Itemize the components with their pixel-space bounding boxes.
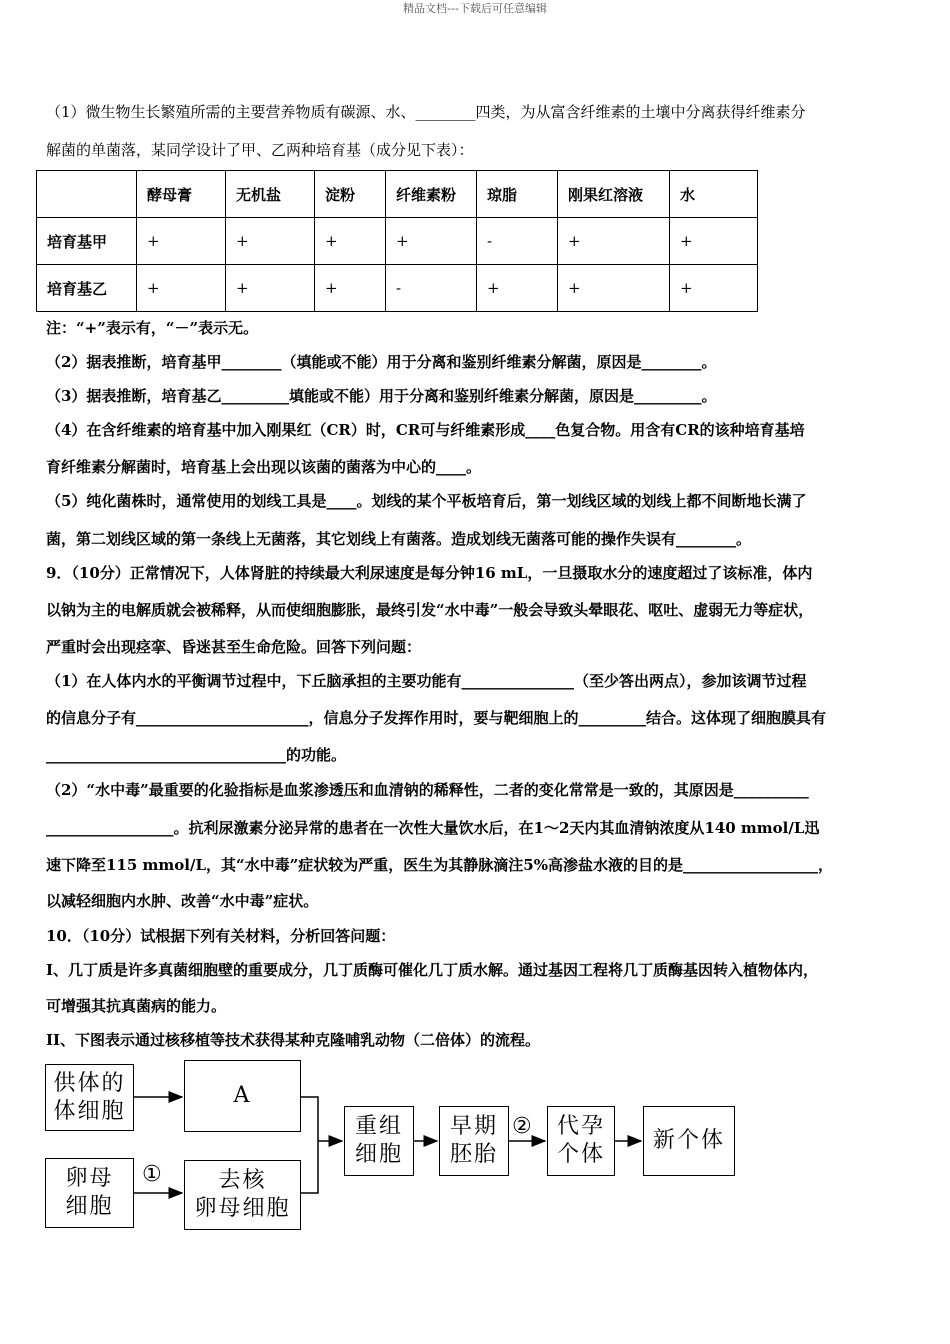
table-cell: + [558, 265, 670, 312]
table-cell: + [477, 265, 558, 312]
table-header-cell: 淀粉 [315, 171, 386, 218]
step-1-label: ① [142, 1162, 162, 1187]
q9-p1-line1: （1）在人体内水的平衡调节过程中，下丘脑承担的主要功能有_______________（至少答出两点），参加该调节过程 [46, 672, 807, 690]
recombined-cell-box: 重组 细胞 [344, 1106, 414, 1176]
donor-cell-box: 供体的 体细胞 [45, 1064, 134, 1131]
table-cell: + [315, 218, 386, 265]
q8-p2: （2）据表推断，培育基甲________（填能或不能）用于分离和鉴别纤维素分解菌，原因是________。 [46, 353, 717, 371]
table-header-cell: 水 [670, 171, 758, 218]
surrogate-box: 代孕 个体 [547, 1106, 615, 1176]
q10-i-line2: 可增强其抗真菌病的能力。 [46, 997, 227, 1015]
box-a: A [184, 1060, 301, 1132]
q9-p1-line2: 的信息分子有_______________________，信息分子发挥作用时，要与靶细胞上的_________结合。这体现了细胞膜具有 [46, 709, 827, 727]
q8-p4-line1: （4）在含纤维素的培育基中加入刚果红（CR）时，CR可与纤维素形成____色复合物。用含有CR的该种培育基培 [46, 421, 805, 439]
table-cell: - [386, 265, 477, 312]
table-cell: + [386, 218, 477, 265]
table-cell: + [137, 265, 226, 312]
table-header-cell: 刚果红溶液 [558, 171, 670, 218]
q9-line1: 9．（10分）正常情况下，人体肾脏的持续最大利尿速度是每分钟16 mL，一旦摄取水分的速度超过了该标准，体内 [46, 564, 813, 582]
table-cell: + [558, 218, 670, 265]
q8-p1-line1: （1）微生物生长繁殖所需的主要营养物质有碳源、水、________四类，为从富含纤维素的土壤中分离获得纤维素分 [46, 103, 806, 121]
merge-bracket [301, 1097, 318, 1193]
q8-p4-line2: 育纤维素分解菌时，培育基上会出现以该菌的菌落为中心的____。 [46, 458, 482, 476]
table-header-cell: 纤维素粉 [386, 171, 477, 218]
table-header-cell: 酵母膏 [137, 171, 226, 218]
table-cell: + [226, 265, 315, 312]
page-header: 精品文档---下载后可任意编辑 [403, 2, 547, 15]
q10-i-line1: I、几丁质是许多真菌细胞壁的重要成分，几丁质酶可催化几丁质水解。通过基因工程将几丁质酶基因转入植物体内， [46, 961, 819, 979]
table-note: 注：“+”表示有，“－”表示无。 [46, 319, 259, 337]
q8-p1-line2: 解菌的单菌落，某同学设计了甲、乙两种培育基（成分见下表）： [46, 141, 474, 159]
table-cell: + [670, 265, 758, 312]
table-row-label: 培育基乙 [37, 265, 137, 312]
q8-p5-line1: （5）纯化菌株时，通常使用的划线工具是____。划线的某个平板培育后，第一划线区域的划线上都不间断地长满了 [46, 492, 807, 510]
oocyte-box: 卵母 细胞 [45, 1158, 134, 1228]
early-embryo-box: 早期 胚胎 [439, 1106, 509, 1176]
table-cell: + [670, 218, 758, 265]
table-cell: + [315, 265, 386, 312]
q8-p5-line2: 菌，第二划线区域的第一条线上无菌落，其它划线上有菌落。造成划线无菌落可能的操作失误有________。 [46, 530, 752, 548]
table-row-label: 培育基甲 [37, 218, 137, 265]
q9-p1-line3: ________________________________的功能。 [46, 746, 347, 764]
table-header-cell: 无机盐 [226, 171, 315, 218]
q8-p3: （3）据表推断，培育基乙_________填能或不能）用于分离和鉴别纤维素分解菌，原因是_________。 [46, 387, 717, 405]
q9-p2-line4: 以减轻细胞内水肿、改善“水中毒”症状。 [46, 892, 319, 910]
q10-ii: II、下图表示通过核移植等技术获得某种克隆哺乳动物（二倍体）的流程。 [46, 1031, 541, 1049]
enucleated-oocyte-box: 去核 卵母细胞 [184, 1160, 301, 1230]
table-cell: + [137, 218, 226, 265]
table-header-cell: 琼脂 [477, 171, 558, 218]
q9-p2-line2: _________________。抗利尿激素分泌异常的患者在一次性大量饮水后，在1～2天内其血清钠浓度从140 mmol/L迅 [46, 819, 820, 837]
q9-line2: 以钠为主的电解质就会被稀释，从而使细胞膨胀，最终引发“水中毒”一般会导致头晕眼花、呕吐、虚弱无力等症状， [46, 601, 814, 619]
q9-p2-line3: 速下降至115 mmol/L，其“水中毒”症状较为严重，医生为其静脉滴注5%高渗盐水液的目的是__________________， [46, 856, 833, 874]
new-individual-box: 新个体 [643, 1106, 735, 1176]
table-cell: + [226, 218, 315, 265]
q10-title: 10．（10分）试根据下列有关材料，分析回答问题： [46, 927, 396, 945]
q9-p2-line1: （2）“水中毒”最重要的化验指标是血浆渗透压和血清钠的稀释性，二者的变化常常是一致的，其原因是__________ [46, 781, 809, 799]
step-2-label: ② [512, 1114, 532, 1139]
q9-line3: 严重时会出现痉挛、昏迷甚至生命危险。回答下列问题： [46, 638, 422, 656]
table-cell: - [477, 218, 558, 265]
